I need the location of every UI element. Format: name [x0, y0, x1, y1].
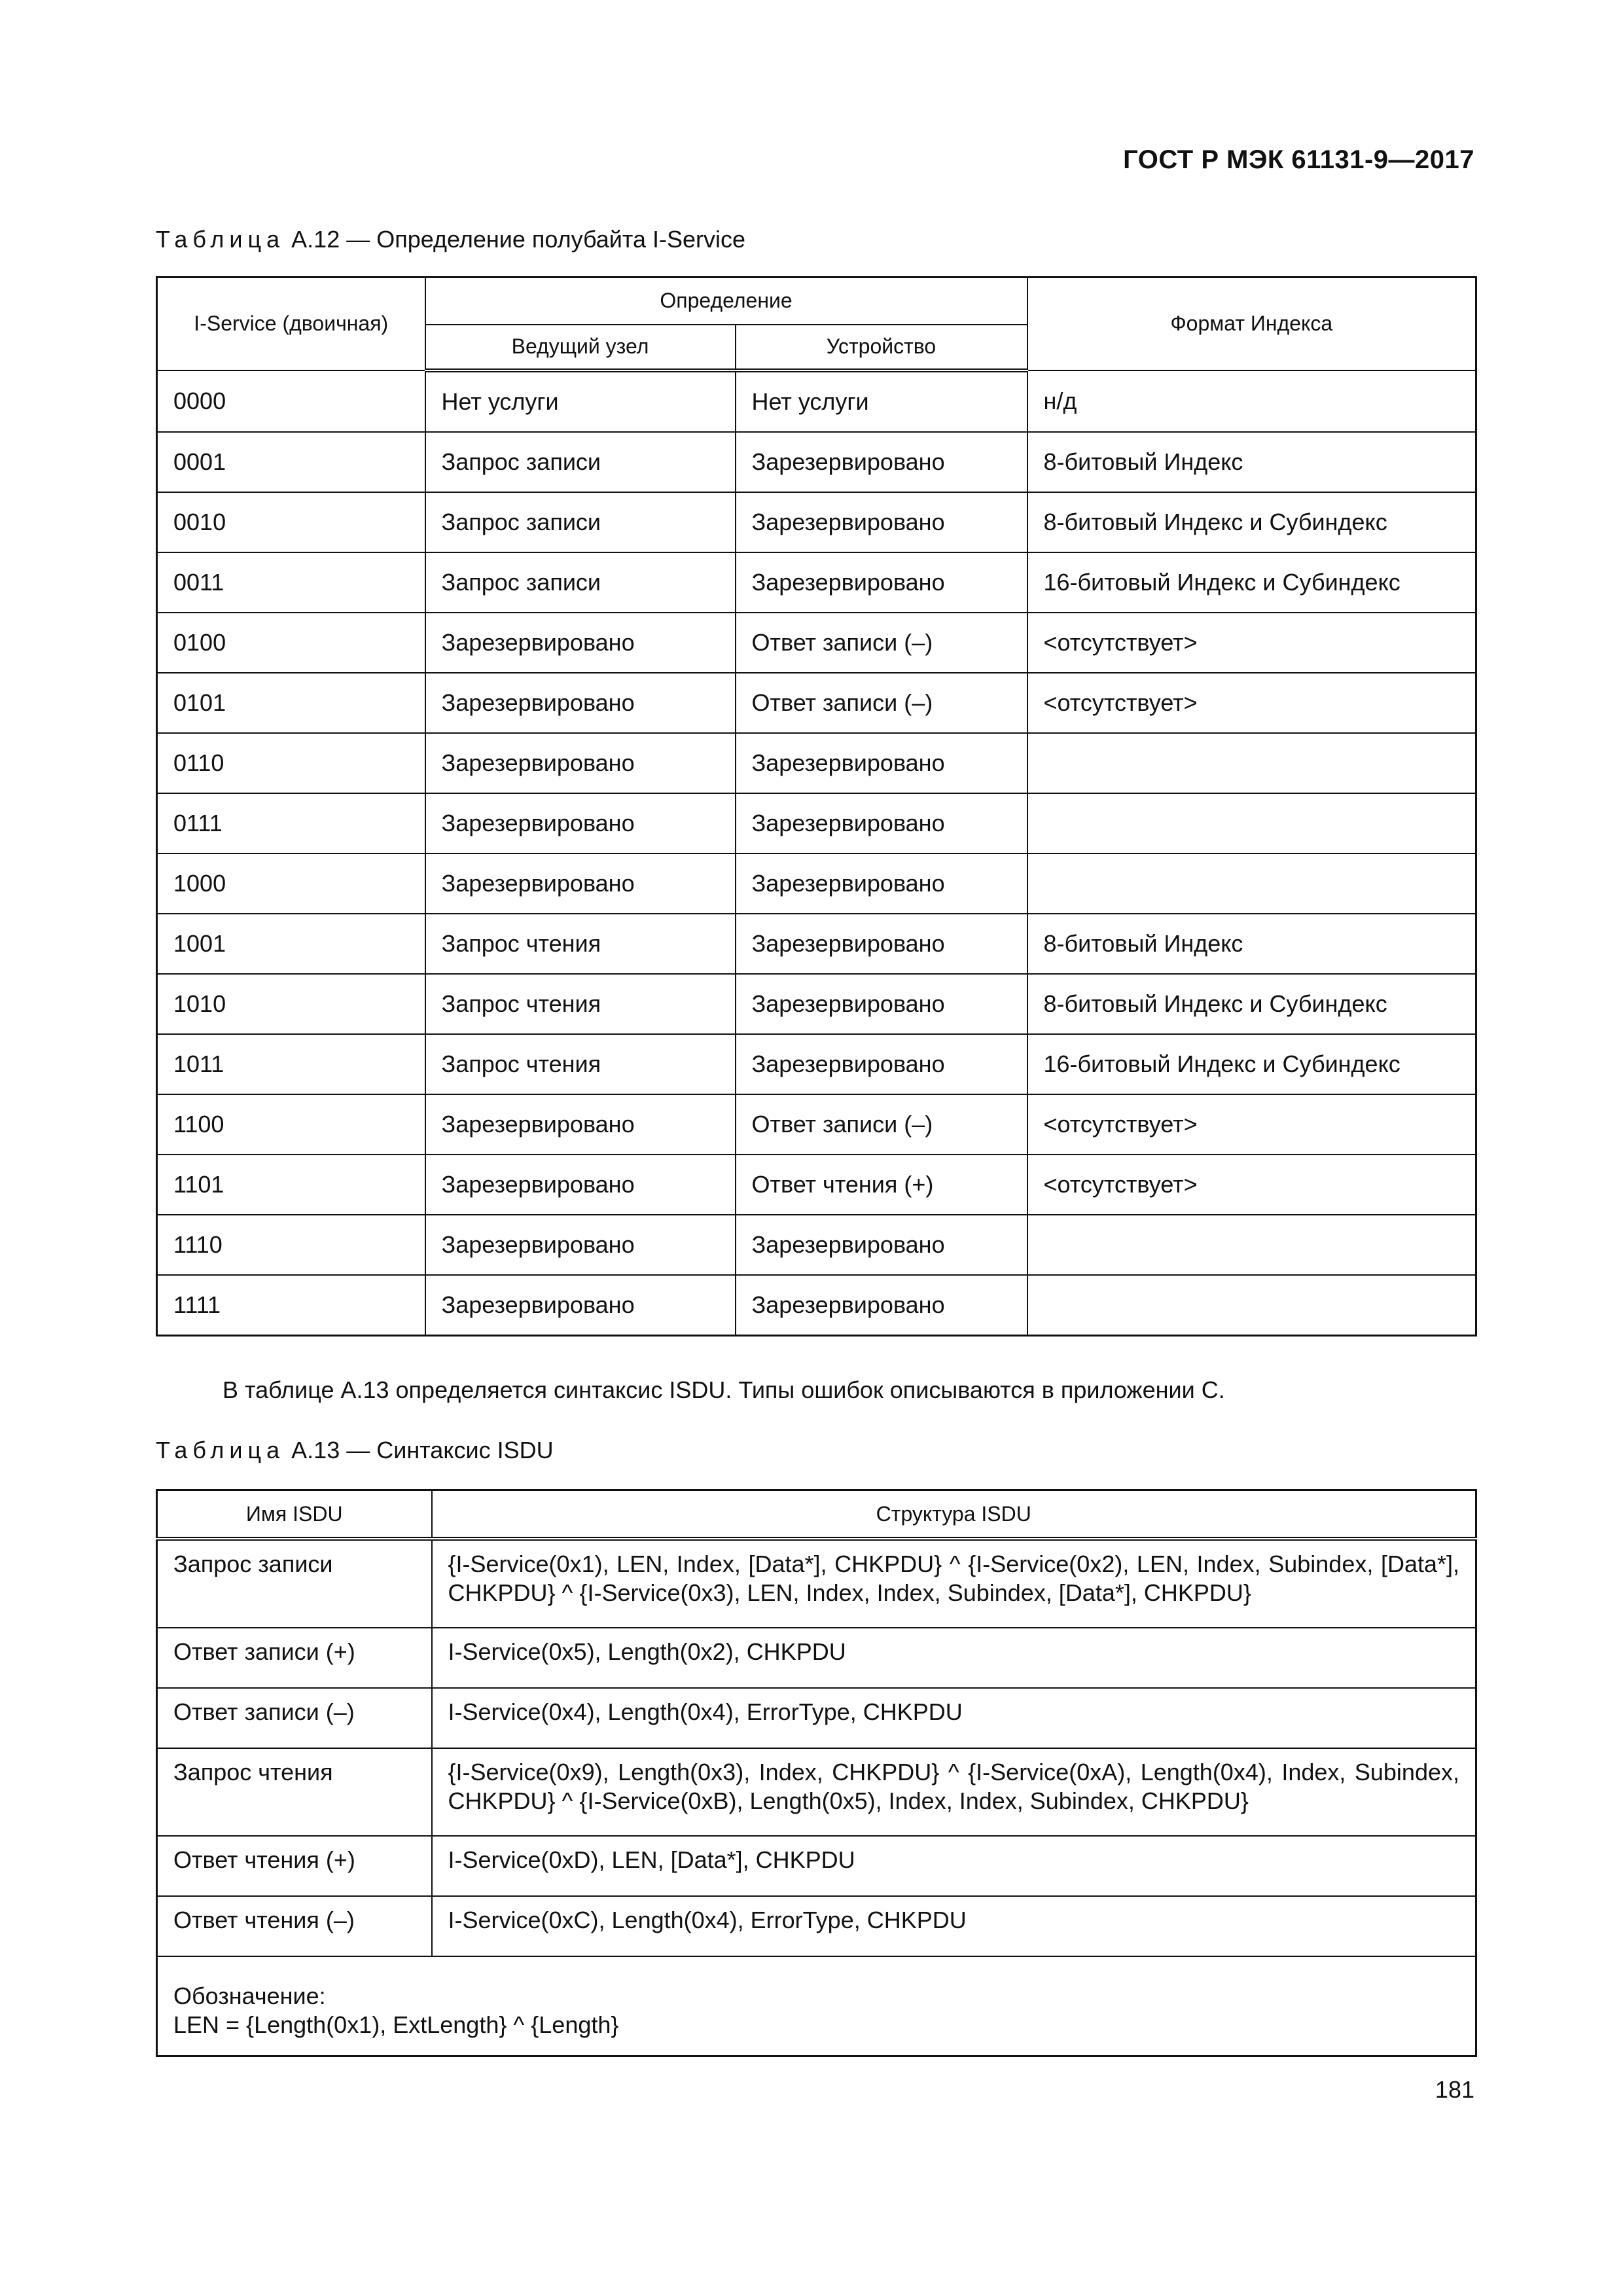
table-row [157, 1094, 1476, 1155]
cell-device: Нет услуги [736, 370, 1027, 432]
cell-master: Зарезервировано [425, 733, 736, 793]
cell-isdu-structure: {I-Service(0x9), Length(0x3), Index, CHKPDU} ^ {I-Service(0xA), Length(0x4), Index, Subindex, CHKPDU} ^ {I-Service(0xB), Length(0x5), Index, Index, Subindex, CHKPDU} [432, 1748, 1476, 1836]
cell-master: Зарезервировано [425, 1215, 736, 1275]
cell-format: <отсутствует> [1027, 1155, 1476, 1215]
cell-format [1027, 1275, 1476, 1336]
table-row [157, 914, 1476, 974]
table-row [157, 552, 1476, 613]
cell-device: Зарезервировано [736, 552, 1027, 613]
cell-isdu-name: Ответ чтения (–) [157, 1896, 432, 1956]
cell-format: <отсутствует> [1027, 613, 1476, 673]
cell-master: Нет услуги [425, 370, 736, 432]
cell-format: 8-битовый Индекс и Субиндекс [1027, 974, 1476, 1034]
header-definition: Определение [425, 278, 1027, 325]
cell-format: 8-битовый Индекс [1027, 914, 1476, 974]
cell-format: 8-битовый Индекс и Субиндекс [1027, 492, 1476, 552]
cell-master: Зарезервировано [425, 613, 736, 673]
cell-master: Запрос записи [425, 552, 736, 613]
table-a13-caption [156, 1437, 554, 1464]
cell-master: Запрос записи [425, 492, 736, 552]
cell-isdu-name: Ответ записи (+) [157, 1628, 432, 1688]
table-row [157, 1539, 1476, 1628]
cell-service: 1000 [157, 853, 425, 914]
cell-format [1027, 853, 1476, 914]
table-row [157, 432, 1476, 492]
cell-device: Зарезервировано [736, 1034, 1027, 1094]
table-row [157, 370, 1476, 432]
table-row [157, 1836, 1476, 1896]
table-row [157, 1155, 1476, 1215]
cell-device: Зарезервировано [736, 853, 1027, 914]
cell-service: 1011 [157, 1034, 425, 1094]
cell-device: Ответ записи (–) [736, 613, 1027, 673]
cell-service: 1001 [157, 914, 425, 974]
cell-master: Запрос чтения [425, 1034, 736, 1094]
table-row [157, 673, 1476, 733]
cell-format [1027, 1215, 1476, 1275]
table-a12-caption [156, 226, 745, 253]
note-text: LEN = {Length(0x1), ExtLength} ^ {Length} [173, 2011, 619, 2038]
table-row [157, 1275, 1476, 1336]
caption-prefix: Таблица [156, 1437, 285, 1463]
cell-master: Зарезервировано [425, 853, 736, 914]
cell-isdu-name: Запрос записи [157, 1539, 432, 1628]
cell-isdu-structure: {I-Service(0x1), LEN, Index, [Data*], CHKPDU} ^ {I-Service(0x2), LEN, Index, Subindex, [Data*], CHKPDU} ^ {I-Service(0x3), LEN, Index, Index, Subindex, [Data*], CHKPDU} [432, 1539, 1476, 1628]
cell-isdu-structure: I-Service(0xD), LEN, [Data*], CHKPDU [432, 1836, 1476, 1896]
cell-device: Зарезервировано [736, 733, 1027, 793]
cell-format: <отсутствует> [1027, 673, 1476, 733]
header-device: Устройство [736, 325, 1027, 370]
cell-format: 8-битовый Индекс [1027, 432, 1476, 492]
cell-device: Зарезервировано [736, 1215, 1027, 1275]
cell-device: Зарезервировано [736, 1275, 1027, 1336]
cell-service: 1101 [157, 1155, 425, 1215]
body-paragraph: В таблице А.13 определяется синтаксис ISDU. Типы ошибок описываются в приложении С. [223, 1376, 1225, 1403]
table-row [157, 733, 1476, 793]
table-row [157, 793, 1476, 853]
cell-master: Запрос записи [425, 432, 736, 492]
cell-master: Запрос чтения [425, 914, 736, 974]
note-title: Обозначение: [173, 1982, 326, 2009]
cell-service: 0111 [157, 793, 425, 853]
cell-format: 16-битовый Индекс и Субиндекс [1027, 1034, 1476, 1094]
cell-isdu-name: Запрос чтения [157, 1748, 432, 1836]
table-row [157, 492, 1476, 552]
table-row [157, 853, 1476, 914]
cell-service: 0101 [157, 673, 425, 733]
table-row [157, 613, 1476, 673]
cell-service: 0001 [157, 432, 425, 492]
cell-service: 1111 [157, 1275, 425, 1336]
table-a12 [156, 276, 1477, 1336]
cell-service: 0100 [157, 613, 425, 673]
cell-device: Ответ записи (–) [736, 673, 1027, 733]
cell-format: н/д [1027, 370, 1476, 432]
cell-format [1027, 793, 1476, 853]
cell-format [1027, 733, 1476, 793]
cell-isdu-name: Ответ записи (–) [157, 1688, 432, 1748]
cell-device: Ответ записи (–) [736, 1094, 1027, 1155]
cell-isdu-structure: I-Service(0x4), Length(0x4), ErrorType, CHKPDU [432, 1688, 1476, 1748]
page-number: 181 [1435, 2076, 1474, 2103]
header-master: Ведущий узел [425, 325, 736, 370]
cell-master: Зарезервировано [425, 1155, 736, 1215]
caption-text: А.12 — Определение полубайта I-Service [291, 226, 746, 253]
header-index-format: Формат Индекса [1027, 278, 1476, 370]
cell-isdu-name: Ответ чтения (+) [157, 1836, 432, 1896]
cell-service: 0110 [157, 733, 425, 793]
cell-device: Зарезервировано [736, 432, 1027, 492]
cell-service: 0000 [157, 370, 425, 432]
cell-service: 0011 [157, 552, 425, 613]
cell-master: Зарезервировано [425, 673, 736, 733]
cell-device: Зарезервировано [736, 492, 1027, 552]
cell-device: Зарезервировано [736, 914, 1027, 974]
cell-device: Ответ чтения (+) [736, 1155, 1027, 1215]
cell-service: 0010 [157, 492, 425, 552]
cell-isdu-structure: I-Service(0xC), Length(0x4), ErrorType, CHKPDU [432, 1896, 1476, 1956]
table-row [157, 974, 1476, 1034]
document-standard-header: ГОСТ Р МЭК 61131-9—2017 [1123, 145, 1474, 174]
header-isdu-name: Имя ISDU [157, 1490, 432, 1539]
table-note [157, 1956, 1476, 2056]
table-note-row [157, 1956, 1476, 2056]
cell-master: Зарезервировано [425, 1094, 736, 1155]
cell-service: 1110 [157, 1215, 425, 1275]
table-a13 [156, 1489, 1477, 2057]
table-row [157, 1034, 1476, 1094]
caption-prefix: Таблица [156, 226, 285, 253]
table-row [157, 1215, 1476, 1275]
table-row [157, 1688, 1476, 1748]
cell-master: Зарезервировано [425, 1275, 736, 1336]
cell-format: 16-битовый Индекс и Субиндекс [1027, 552, 1476, 613]
cell-device: Зарезервировано [736, 793, 1027, 853]
table-row [157, 1896, 1476, 1956]
header-isdu-structure: Структура ISDU [432, 1490, 1476, 1539]
cell-service: 1010 [157, 974, 425, 1034]
cell-isdu-structure: I-Service(0x5), Length(0x2), CHKPDU [432, 1628, 1476, 1688]
cell-service: 1100 [157, 1094, 425, 1155]
caption-text: А.13 — Синтаксис ISDU [291, 1437, 554, 1463]
table-row [157, 1628, 1476, 1688]
cell-master: Зарезервировано [425, 793, 736, 853]
cell-device: Зарезервировано [736, 974, 1027, 1034]
table-row [157, 1748, 1476, 1836]
cell-master: Запрос чтения [425, 974, 736, 1034]
header-i-service: I-Service (двоичная) [157, 278, 425, 370]
cell-format: <отсутствует> [1027, 1094, 1476, 1155]
